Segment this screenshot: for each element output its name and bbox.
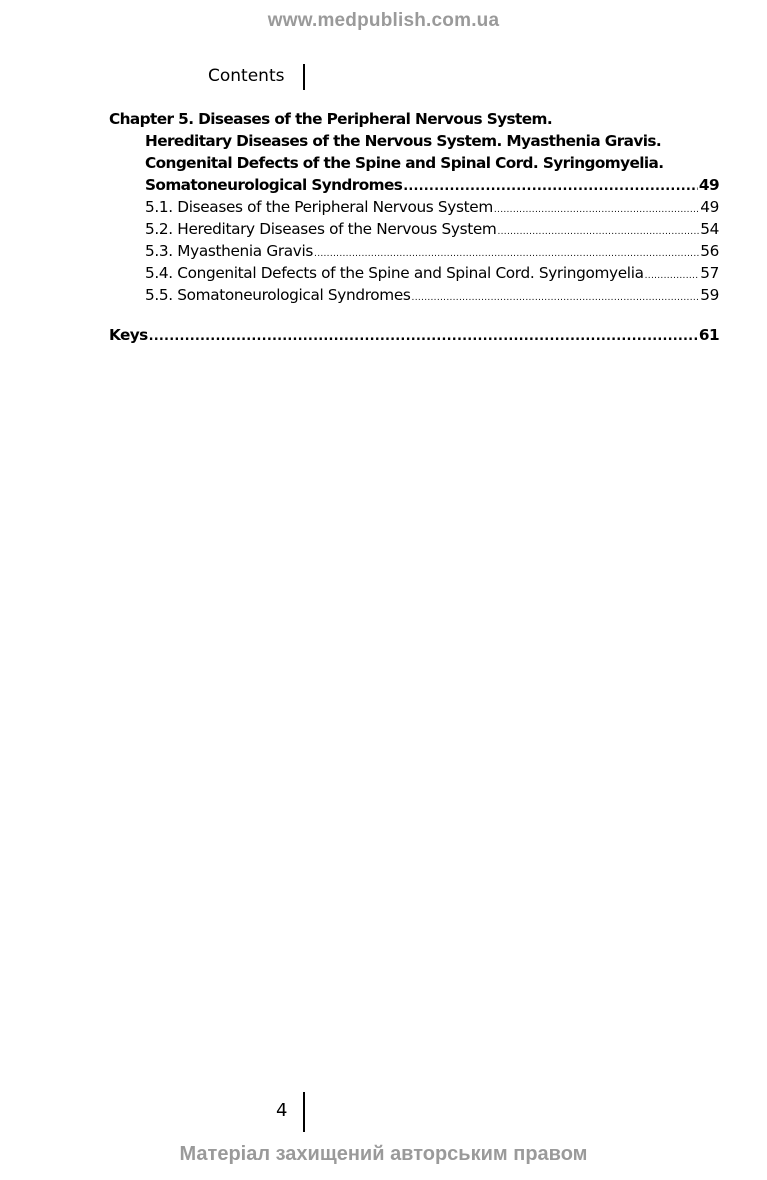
chapter-5-title-line-4[interactable]	[109, 174, 719, 196]
keys-title: Keys	[109, 326, 148, 344]
table-of-contents	[109, 108, 719, 346]
keys-page-number: 61	[698, 326, 719, 344]
toc-entry-title: 5.5. Somatoneurological Syndromes	[145, 286, 411, 304]
folio-rule	[303, 1092, 305, 1132]
watermark-bottom: Матеріал захищений авторським правом	[179, 1143, 588, 1165]
toc-entry-page: 49	[700, 198, 719, 216]
toc-entry-5-1[interactable]	[109, 196, 719, 218]
watermark-top: www.medpublish.com.ua	[267, 10, 500, 31]
dot-leader	[645, 265, 700, 284]
toc-entry-title: 5.1. Diseases of the Peripheral Nervous System	[145, 198, 493, 216]
toc-entry-title: 5.2. Hereditary Diseases of the Nervous System	[145, 220, 497, 238]
chapter-5-title-line-2[interactable]	[109, 130, 719, 152]
chapter-5-title-line-3[interactable]	[109, 152, 719, 174]
chapter-5-title-text-4: Somatoneurological Syndromes	[145, 176, 403, 194]
dot-leader	[149, 326, 698, 346]
toc-entry-keys[interactable]	[109, 324, 719, 346]
chapter-5-page-number: 49	[698, 176, 719, 194]
toc-entry-5-2[interactable]	[109, 218, 719, 240]
chapter-5-title-text-1: Chapter 5. Diseases of the Peripheral Nervous System.	[109, 110, 553, 128]
toc-entry-page: 56	[700, 242, 719, 260]
toc-entry-page: 59	[700, 286, 719, 304]
chapter-5-title-line-1[interactable]	[109, 108, 719, 130]
chapter-5-title-text-2: Hereditary Diseases of the Nervous System. Myasthenia Gravis.	[145, 132, 662, 150]
toc-entry-5-5[interactable]	[109, 284, 719, 306]
dot-leader	[494, 199, 699, 218]
dot-leader	[412, 287, 700, 306]
dot-leader	[403, 176, 698, 196]
dot-leader	[314, 243, 699, 262]
chapter-5-title-text-3: Congenital Defects of the Spine and Spinal Cord. Syringomyelia.	[145, 154, 664, 172]
running-head-rule	[303, 64, 305, 90]
toc-entry-title: 5.3. Myasthenia Gravis	[145, 242, 314, 260]
page-number: 4	[276, 1100, 288, 1121]
running-head: Contents	[208, 66, 285, 86]
toc-entry-page: 57	[700, 264, 719, 282]
toc-entry-5-4[interactable]	[109, 262, 719, 284]
toc-entry-5-3[interactable]	[109, 240, 719, 262]
dot-leader	[497, 221, 699, 240]
toc-entry-title: 5.4. Congenital Defects of the Spine and Spinal Cord. Syringomyelia	[145, 264, 644, 282]
toc-entry-page: 54	[700, 220, 719, 238]
section-spacer	[109, 306, 719, 324]
